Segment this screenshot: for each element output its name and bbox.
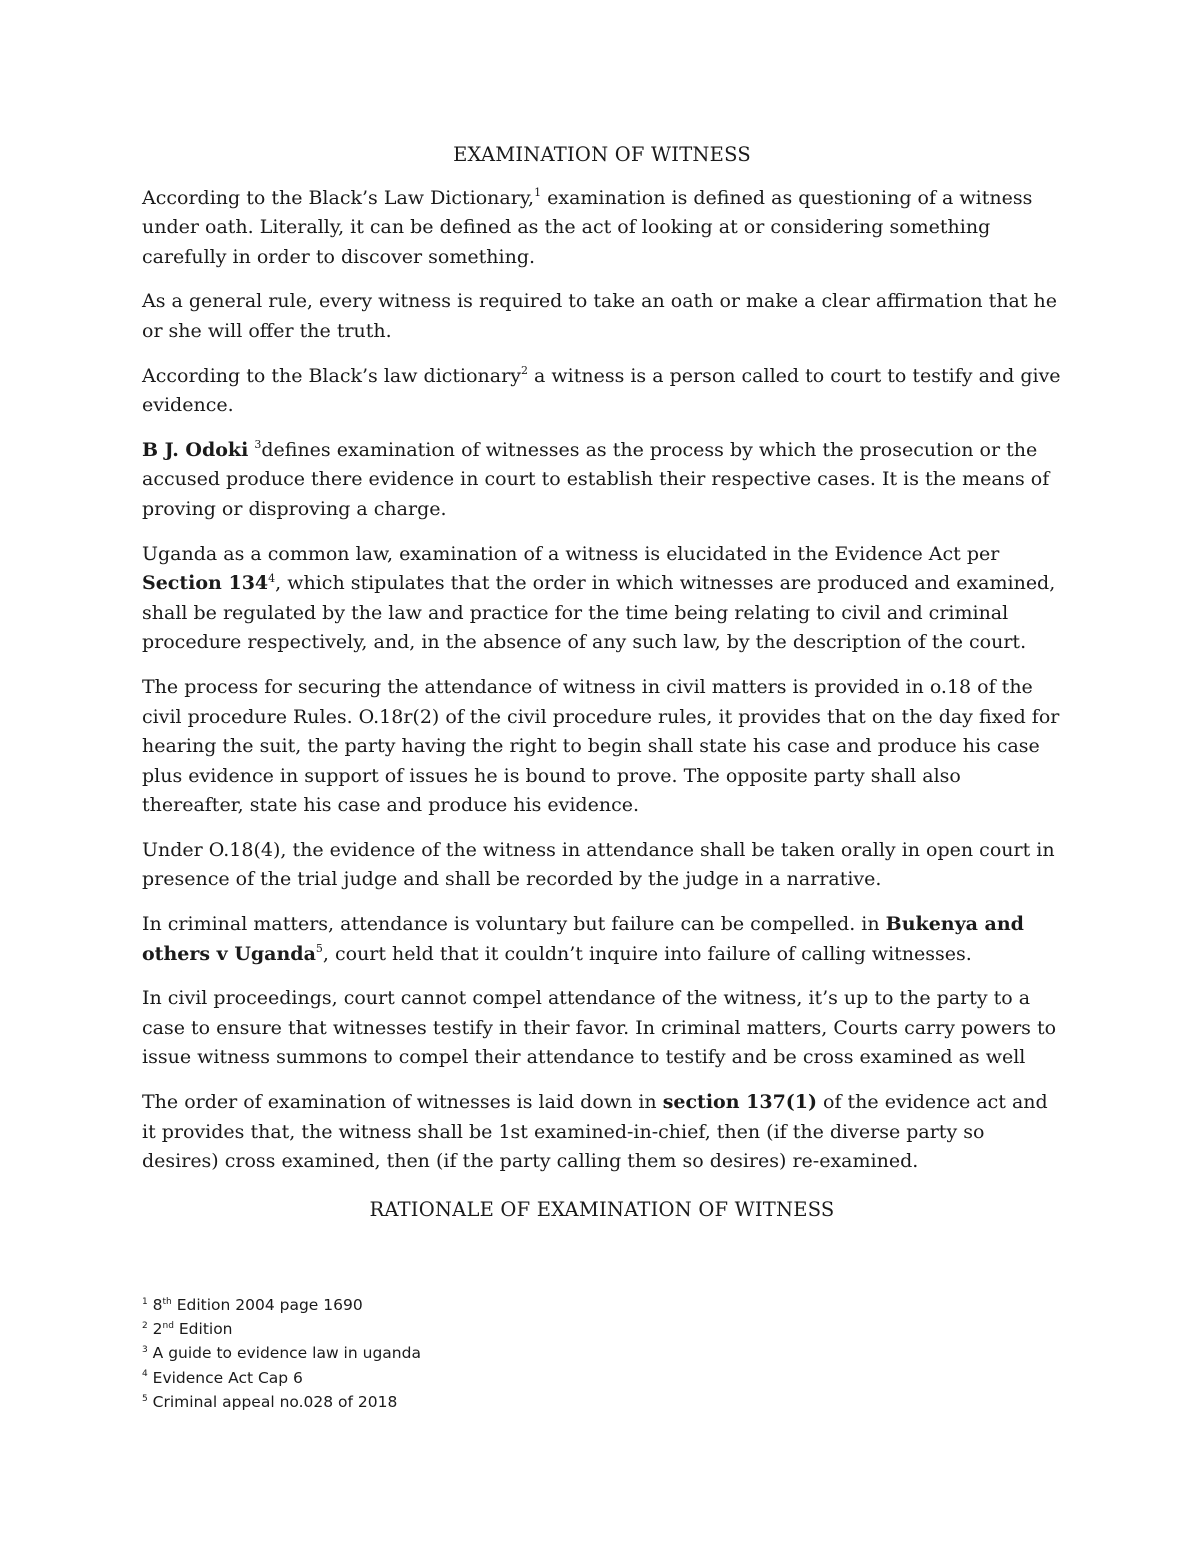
footnote-1: $^1$ 8th Edition 2004 page 1690 — [142, 1296, 363, 1314]
paragraph-4: B J. Odoki $^3$defines examination of witnesses as the process by which the prosecution or the accused produce there evidence in court to establish their respective cases. It is the means of proving or disproving a charge. — [142, 438, 1050, 520]
footnote-5: $^5$ Criminal appeal no.028 of 2018 — [142, 1392, 398, 1411]
paragraph-8: In criminal matters, attendance is voluntary but failure can be compelled. in Bukenya and others v Uganda$^5$, court held that it couldn’t inquire into failure of calling witnesses. — [142, 913, 1024, 965]
footnote-3: $^3$ A guide to evidence law in uganda — [142, 1344, 421, 1363]
case-citation: Bukenya and others v Uganda — [142, 913, 1024, 965]
author-name: B J. Odoki — [142, 438, 249, 461]
footnote-2: $^2$ 2nd Edition — [142, 1320, 233, 1339]
paragraph-5: Uganda as a common law, examination of a witness is elucidated in the Evidence Act per Section $134^4$, which stipulates that the order in which witnesses are produced and examined, shall be regulated by the law and practice for the time being relating to civil and criminal procedure respectively, and, in the absence of any such law, by the description of the court. — [142, 542, 1056, 654]
paragraph-10: The order of examination of witnesses is laid down in section 137(1) of the evidence act and it provides that, the witness shall be 1st examined-in-chief, then (if the diverse party so desires) cross examined, then (if the party calling them so desires) re-examined. — [142, 1091, 1048, 1173]
paragraph-2: As a general rule, every witness is required to take an oath or make a clear affirmation that he or she will offer the truth. — [142, 290, 1058, 342]
document-body — [142, 140, 1062, 1238]
paragraph-1: According to the Black’s Law Dictionary,$^1$ examination is defined as questioning of a witness under oath. Literally, it can be defined as the act of looking at or considering something carefully in order to discover something. — [142, 186, 1033, 268]
footnote-ref-4[interactable]: 4 — [268, 571, 276, 585]
section-134-citation: Section 134 — [142, 572, 269, 595]
section-137-citation: section 137(1) — [662, 1091, 817, 1114]
paragraph-7: Under O.18(4), the evidence of the witness in attendance shall be taken orally in open court in presence of the trial judge and shall be recorded by the judge in a narrative. — [142, 838, 1055, 891]
footnote-ref-2[interactable]: 2 — [520, 364, 528, 378]
footnote-ref-1[interactable]: 1 — [534, 186, 542, 200]
footnote-ref-3[interactable]: 3 — [254, 438, 262, 452]
document-title: EXAMINATION OF WITNESS — [453, 143, 751, 166]
paragraph-9: In civil proceedings, court cannot compel attendance of the witness, it’s up to the party to a case to ensure that witnesses testify in their favor. In criminal matters, Courts carry powers to issue witness summons to compel their attendance to testify and be cross examined as well — [142, 987, 1057, 1069]
footnotes — [142, 1293, 421, 1414]
footnote-4: $^4$ Evidence Act Cap 6 — [142, 1368, 303, 1387]
paragraph-6: The process for securing the attendance of witness in civil matters is provided in o.18 of the civil procedure Rules. O.18r(2) of the civil procedure rules, it provides that on the day fixed for hearing the suit, the party having the right to begin shall state his case and produce his case plus evidence in support of issues he is bound to prove. The opposite party shall also thereafter, state his case and produce his evidence. — [142, 675, 1060, 817]
footnote-ref-5[interactable]: 5 — [315, 942, 323, 956]
paragraph-3: According to the Black’s law dictionary$^2$ a witness is a person called to court to testify and give evidence. — [142, 364, 1061, 417]
section-heading: RATIONALE OF EXAMINATION OF WITNESS — [369, 1197, 835, 1221]
